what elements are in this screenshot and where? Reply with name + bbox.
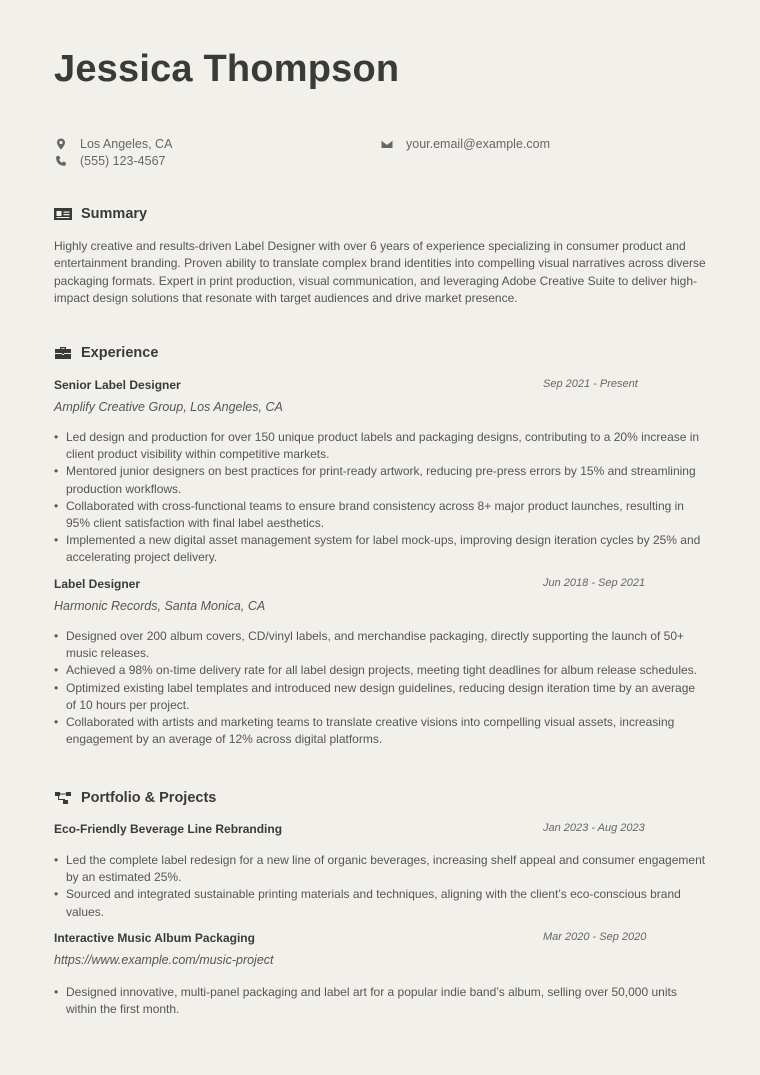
bullet-item: • Collaborated with cross-functional teams to ensure brand consistency across 8+ major product launches, resulting in 95% client satisfaction with final label aesthetics.: [54, 498, 706, 532]
location-text: Los Angeles, CA: [80, 137, 173, 151]
experience-heading: [54, 345, 158, 361]
summary-heading: [54, 206, 147, 222]
bullet-item: • Collaborated with artists and marketing teams to translate creative visions into compelling visual assets, increasing engagement by an average of 12% across digital platforms.: [54, 714, 706, 748]
candidate-name: Jessica Thompson: [54, 48, 400, 90]
briefcase-icon: [54, 346, 72, 360]
envelope-icon: [380, 137, 394, 151]
project-link[interactable]: https://www.example.com/music-project: [54, 953, 274, 967]
phone-text: (555) 123-4567: [80, 154, 166, 168]
job-dates: Jun 2018 - Sep 2021: [543, 577, 646, 589]
phone-icon: [54, 154, 68, 168]
project-dates: Mar 2020 - Sep 2020: [543, 931, 647, 943]
job-title: Label Designer: [54, 577, 141, 591]
job-title: Senior Label Designer: [54, 378, 181, 392]
bullet-item: • Led the complete label redesign for a new line of organic beverages, increasing shelf appeal and consumer engagement by an estimated 25%.: [54, 852, 706, 886]
summary-heading-text: Summary: [81, 206, 148, 222]
job-company: Harmonic Records, Santa Monica, CA: [54, 599, 266, 613]
projects-heading: [54, 790, 216, 806]
bullet-item: • Designed over 200 album covers, CD/vinyl labels, and merchandise packaging, directly supporting the launch of 50+ music releases.: [54, 628, 706, 662]
job-bullets: [54, 628, 706, 748]
map-pin-icon: [54, 137, 68, 151]
bullet-item: • Achieved a 98% on-time delivery rate for all label design projects, meeting tight deadlines for album release schedules.: [54, 662, 706, 679]
contact-email[interactable]: [380, 135, 550, 153]
project-title: Eco-Friendly Beverage Line Rebranding: [54, 822, 283, 836]
email-link[interactable]: your.email@example.com: [406, 137, 550, 151]
bullet-item: • Sourced and integrated sustainable printing materials and techniques, aligning with the client’s eco-conscious brand values.: [54, 886, 706, 920]
bullet-item: • Implemented a new digital asset management system for label mock-ups, improving design iteration cycles by 25% and accelerating project delivery.: [54, 532, 706, 566]
job-bullets: [54, 429, 706, 567]
bullet-item: • Mentored junior designers on best practices for print-ready artwork, reducing pre-press errors by 15% and streamlining production workflows.: [54, 463, 706, 497]
bullet-item: • Optimized existing label templates and introduced new design guidelines, reducing design iteration time by an average of 10 hours per project.: [54, 680, 706, 714]
bullet-item: • Led design and production for over 150 unique product labels and packaging designs, contributing to a 20% increase in client product visibility within competitive markets.: [54, 429, 706, 463]
project-title: Interactive Music Album Packaging: [54, 931, 255, 945]
summary-text: Highly creative and results-driven Label Designer with over 6 years of experience specializing in consumer product and entertainment branding. Proven ability to translate complex brand identities into compelling visual narratives across diverse packaging formats. Expert in print production, visual communication, and leveraging Adobe Creative Suite to deliver high-impact design solutions that resonate with target audiences and drive market presence.: [54, 239, 706, 305]
bullet-item: • Designed innovative, multi-panel packaging and label art for a popular indie band’s album, selling over 50,000 units within the first month.: [54, 984, 706, 1018]
job-dates: Sep 2021 - Present: [543, 378, 638, 390]
project-bullets: [54, 984, 706, 1018]
experience-heading-text: Experience: [81, 345, 159, 361]
projects-heading-text: Portfolio & Projects: [81, 790, 217, 806]
id-card-icon: [54, 207, 72, 221]
job-company: Amplify Creative Group, Los Angeles, CA: [54, 400, 283, 414]
contact-phone: [54, 152, 165, 170]
project-bullets: [54, 852, 706, 921]
contact-location: [54, 135, 172, 153]
project-dates: Jan 2023 - Aug 2023: [543, 822, 645, 834]
sitemap-icon: [54, 791, 72, 805]
